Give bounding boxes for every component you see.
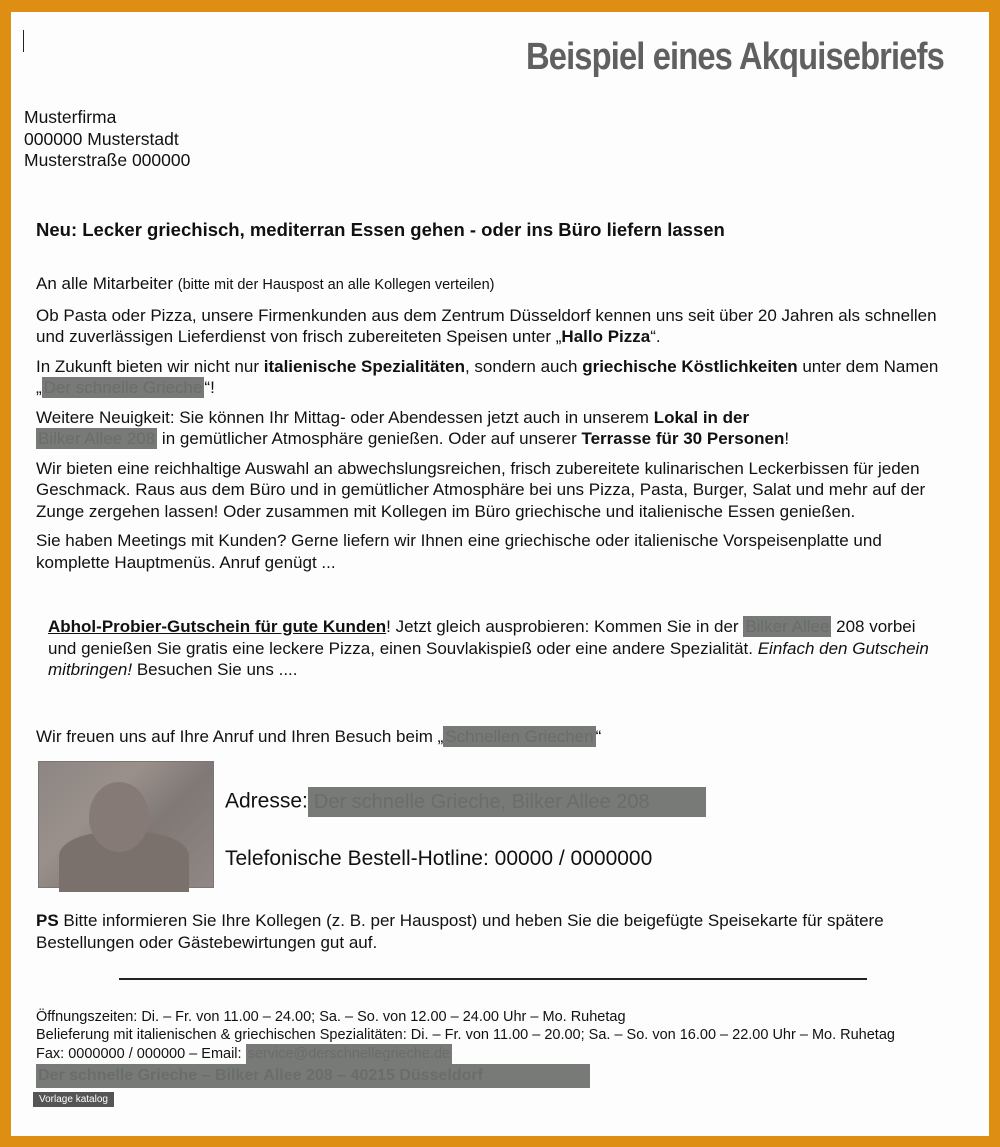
coupon-b: 208 vorbei und genießen Sie gratis eine leckere Pizza, einen Souvlakispieß oder eine andere Spezialität. (48, 617, 916, 658)
paragraph-4: Wir bieten eine reichhaltige Auswahl an abwechslungsreichen, frisch zubereitete kulinarischen Leckerbissen für jeden Geschmack. Raus aus dem Büro und in gemütlicher Atmosphäre bei uns Pizza, Pasta, Burger, Salat und mehr auf der Zunge zergehen lassen! Oder zusammen mit Kollegen im Büro griechische und italienische Essen genießen. (36, 458, 926, 521)
greeting (36, 273, 951, 297)
postscript (36, 910, 956, 953)
paragraph-5: Sie haben Meetings mit Kunden? Gerne liefern wir Ihnen eine griechische oder italienische Vorspeisenplatte und komplette Hauptmenüs. Anruf genügt ... (36, 531, 882, 572)
paragraph-3 (36, 407, 951, 450)
redacted-address: Der schnelle Grieche, Bilker Allee 208 (308, 787, 706, 817)
ps-text: Bitte informieren Sie Ihre Kollegen (z. B. per Hauspost) und heben Sie die beigefügte Speisekarte für spätere Bestellungen oder Gästebewirtungen gut auf. (36, 911, 884, 952)
watermark-label: Vorlage katalog (33, 1092, 114, 1107)
letter-page (11, 12, 989, 1136)
footer-info (36, 1008, 966, 1088)
p3-a: Weitere Neuigkeit: Sie können Ihr Mittag- oder Abendessen jetzt auch in unserem (36, 407, 654, 427)
p2-d: griechische Köstlichkeiten (582, 356, 798, 376)
address-label: Adresse: (225, 789, 308, 813)
redacted-street: Bilker Allee 208 (38, 429, 156, 448)
closing-b: “ (595, 727, 602, 746)
restaurant-photo (38, 761, 214, 888)
p3-e: ! (784, 429, 790, 448)
p2-c: , sondern auch (464, 356, 583, 376)
p1-text: Ob Pasta oder Pizza, unsere Firmenkunden aus dem Zentrum Düsseldorf kennen uns seit über 20 Jahren als schnellen und zuverlässigen Lieferdienst von frisch zubereiteten Speisen unter „ (36, 305, 937, 346)
sender-city: 000000 Musterstadt (24, 128, 179, 149)
opening-hours: Öffnungszeiten: Di. – Fr. von 11.00 – 24.00; Sa. – So. von 12.00 – 24.00 Uhr – Mo. Ruhetag (36, 1009, 626, 1025)
fax-email (36, 1044, 966, 1064)
redacted-name: Der schnelle Grieche (43, 378, 203, 397)
paragraph-2 (36, 356, 951, 399)
ps-label: PS (36, 911, 59, 930)
p1-end: “. (650, 327, 661, 346)
page-title: Beispiel eines Akquisebriefs (526, 36, 944, 78)
redacted-coupon-street: Bilker Allee (745, 617, 830, 636)
coupon-heading: Abhol-Probier-Gutschein für gute Kunden (48, 617, 387, 636)
contact-address (225, 787, 706, 817)
p2-f: “! (204, 378, 215, 397)
coupon-italic: Einfach den Gutschein mitbringen! (48, 638, 929, 679)
coupon-c: Besuchen Sie uns .... (132, 660, 298, 679)
p3-d: Terrasse für 30 Personen (581, 429, 785, 448)
photo-person-face (89, 782, 149, 852)
delivery-hours: Belieferung mit italienischen & griechischen Spezialitäten: Di. – Fr. von 11.00 – 20.00; Sa. – So. von 16.00 – 22.00 Uhr – Mo. Ruhetag (36, 1027, 895, 1043)
footer-divider (119, 978, 867, 980)
coupon-a: Jetzt gleich ausprobieren: Kommen Sie in der (390, 617, 744, 636)
closing-line (36, 727, 601, 747)
coupon-box (48, 616, 948, 681)
closing-a: Wir freuen uns auf Ihre Anruf und Ihren Besuch beim „ (36, 727, 444, 746)
sender-company: Musterfirma (24, 107, 117, 127)
letter-subject: Neu: Lecker griechisch, mediterran Essen gehen - oder ins Büro liefern lassen (36, 219, 725, 240)
text-cursor (23, 30, 24, 52)
redacted-closing-name: Schnellen Griechen (445, 727, 594, 746)
redacted-email: service@derschnellegrieche.de (247, 1046, 451, 1062)
footer-last-line (36, 1064, 966, 1088)
redacted-footer-address: Der schnelle Grieche – Bilker Allee 208 – 40215 Düsseldorf (36, 1064, 590, 1088)
paragraph-1 (36, 305, 951, 348)
sender-address (24, 107, 190, 172)
contact-hotline: Telefonische Bestell-Hotline: 00000 / 0000000 (225, 847, 653, 870)
sender-street: Musterstraße 000000 (24, 150, 191, 170)
letter-body (36, 273, 951, 581)
p3-b: Lokal in der (653, 407, 750, 427)
fax-text: Fax: 0000000 / 000000 – Email: (36, 1046, 246, 1062)
coupon-excl: ! (386, 617, 391, 636)
p3-c: in gemütlicher Atmosphäre genießen. Oder auf unserer (157, 429, 582, 448)
greeting-note: (bitte mit der Hauspost an alle Kollegen verteilen) (177, 277, 495, 293)
p1-brand: Hallo Pizza (561, 327, 651, 346)
p2-b: italienische Spezialitäten (263, 356, 465, 376)
greeting-main: An alle Mitarbeiter (36, 274, 174, 293)
p2-a: In Zukunft bieten wir nicht nur (36, 356, 264, 376)
p2-e: unter dem Namen „ (36, 356, 939, 397)
